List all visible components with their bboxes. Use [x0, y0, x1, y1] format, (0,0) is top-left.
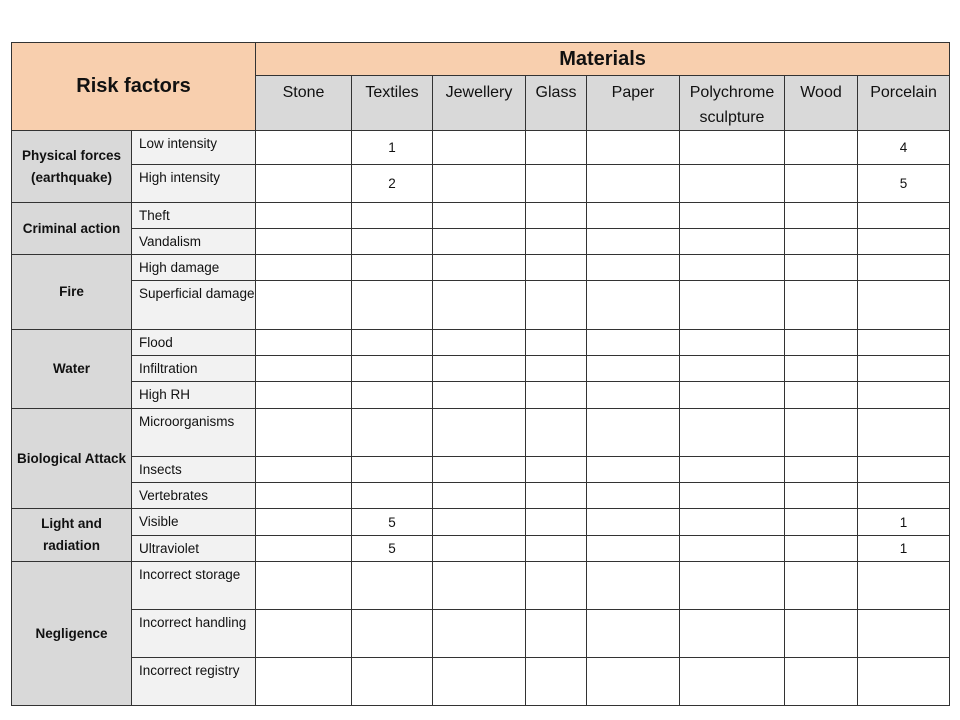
value-cell [680, 255, 785, 281]
value-cell [352, 330, 433, 356]
value-cell [785, 203, 858, 229]
value-cell [587, 409, 680, 457]
value-cell [587, 382, 680, 409]
value-cell [858, 483, 950, 509]
value-cell [433, 229, 526, 255]
value-cell [785, 131, 858, 165]
table-row [12, 382, 950, 409]
value-cell [858, 457, 950, 483]
value-cell [433, 203, 526, 229]
table-row [12, 409, 950, 457]
value-cell: 4 [858, 131, 950, 165]
risk-subfactor-label: Incorrect storage [132, 562, 256, 610]
value-cell [680, 483, 785, 509]
value-cell [526, 509, 587, 536]
risk-group-label: Water [12, 330, 132, 409]
value-cell [680, 658, 785, 706]
value-cell [526, 409, 587, 457]
value-cell [433, 131, 526, 165]
value-cell [587, 203, 680, 229]
value-cell [785, 255, 858, 281]
risk-subfactor-label: High RH [132, 382, 256, 409]
value-cell [858, 562, 950, 610]
risk-subfactor-label: Vertebrates [132, 483, 256, 509]
material-header-stone: Stone [256, 76, 352, 131]
value-cell [352, 562, 433, 610]
value-cell [858, 610, 950, 658]
table-row [12, 536, 950, 562]
value-cell [785, 330, 858, 356]
value-cell [256, 483, 352, 509]
value-cell [785, 536, 858, 562]
table-row [12, 483, 950, 509]
value-cell [256, 356, 352, 382]
value-cell [858, 203, 950, 229]
value-cell [433, 281, 526, 330]
materials-header: Materials [256, 43, 950, 76]
value-cell [526, 658, 587, 706]
value-cell [680, 382, 785, 409]
table-row [12, 281, 950, 330]
value-cell [352, 382, 433, 409]
value-cell [587, 255, 680, 281]
value-cell [587, 457, 680, 483]
value-cell [680, 562, 785, 610]
value-cell [858, 229, 950, 255]
risk-group-label: Physical forces (earthquake) [12, 131, 132, 203]
value-cell [785, 165, 858, 203]
value-cell [680, 409, 785, 457]
value-cell [680, 131, 785, 165]
value-cell [433, 610, 526, 658]
value-cell [256, 131, 352, 165]
value-cell [858, 382, 950, 409]
value-cell [433, 457, 526, 483]
value-cell [433, 255, 526, 281]
value-cell [858, 356, 950, 382]
value-cell [785, 562, 858, 610]
value-cell [352, 203, 433, 229]
value-cell [680, 165, 785, 203]
value-cell [433, 483, 526, 509]
risk-group-label: Negligence [12, 562, 132, 706]
value-cell [526, 165, 587, 203]
value-cell [352, 281, 433, 330]
value-cell [256, 165, 352, 203]
table-row [12, 457, 950, 483]
material-header-textiles: Textiles [352, 76, 433, 131]
value-cell [256, 562, 352, 610]
value-cell [858, 281, 950, 330]
value-cell [256, 536, 352, 562]
risk-matrix-table [11, 42, 950, 706]
material-header-wood: Wood [785, 76, 858, 131]
value-cell [526, 483, 587, 509]
value-cell [587, 165, 680, 203]
risk-subfactor-label: Ultraviolet [132, 536, 256, 562]
value-cell [433, 562, 526, 610]
value-cell [858, 409, 950, 457]
material-header-polychrome-sculpture: Polychrome sculpture [680, 76, 785, 131]
value-cell [680, 356, 785, 382]
value-cell [526, 562, 587, 610]
value-cell [433, 536, 526, 562]
table-row [12, 330, 950, 356]
value-cell [785, 483, 858, 509]
value-cell [256, 203, 352, 229]
risk-group-label: Biological Attack [12, 409, 132, 509]
risk-subfactor-label: Infiltration [132, 356, 256, 382]
value-cell [433, 658, 526, 706]
risk-group-label: Light and radiation [12, 509, 132, 562]
value-cell [587, 562, 680, 610]
value-cell: 1 [352, 131, 433, 165]
value-cell [433, 409, 526, 457]
risk-subfactor-label: Theft [132, 203, 256, 229]
value-cell [785, 409, 858, 457]
value-cell [256, 382, 352, 409]
table-row [12, 131, 950, 165]
value-cell [256, 409, 352, 457]
value-cell: 2 [352, 165, 433, 203]
risk-factors-header: Risk factors [12, 43, 256, 131]
table-row [12, 229, 950, 255]
risk-subfactor-label: Flood [132, 330, 256, 356]
value-cell [587, 330, 680, 356]
value-cell: 5 [352, 509, 433, 536]
risk-subfactor-label: Vandalism [132, 229, 256, 255]
value-cell [858, 255, 950, 281]
value-cell [352, 610, 433, 658]
value-cell [587, 658, 680, 706]
risk-subfactor-label: Low intensity [132, 131, 256, 165]
risk-subfactor-label: Incorrect handling [132, 610, 256, 658]
table-row [12, 610, 950, 658]
value-cell [680, 509, 785, 536]
value-cell [352, 658, 433, 706]
material-header-glass: Glass [526, 76, 587, 131]
value-cell [433, 165, 526, 203]
value-cell: 5 [352, 536, 433, 562]
material-header-porcelain: Porcelain [858, 76, 950, 131]
value-cell [433, 356, 526, 382]
value-cell [256, 281, 352, 330]
value-cell [785, 229, 858, 255]
value-cell [433, 509, 526, 536]
value-cell [680, 203, 785, 229]
value-cell [352, 409, 433, 457]
risk-group-label: Fire [12, 255, 132, 330]
risk-subfactor-label: High intensity [132, 165, 256, 203]
table-row [12, 509, 950, 536]
value-cell [256, 610, 352, 658]
value-cell [587, 131, 680, 165]
value-cell [526, 281, 587, 330]
value-cell [433, 382, 526, 409]
value-cell [352, 356, 433, 382]
value-cell [256, 255, 352, 281]
value-cell [680, 610, 785, 658]
value-cell [680, 281, 785, 330]
value-cell [587, 229, 680, 255]
value-cell [785, 281, 858, 330]
value-cell [587, 509, 680, 536]
value-cell: 5 [858, 165, 950, 203]
value-cell [785, 457, 858, 483]
value-cell [352, 483, 433, 509]
value-cell [680, 229, 785, 255]
value-cell [785, 509, 858, 536]
value-cell: 1 [858, 536, 950, 562]
value-cell [352, 457, 433, 483]
table-row [12, 658, 950, 706]
value-cell [526, 610, 587, 658]
table-row [12, 562, 950, 610]
risk-group-label: Criminal action [12, 203, 132, 255]
value-cell [526, 203, 587, 229]
value-cell [526, 229, 587, 255]
value-cell [256, 330, 352, 356]
value-cell [680, 457, 785, 483]
value-cell [433, 330, 526, 356]
value-cell [858, 658, 950, 706]
value-cell [526, 131, 587, 165]
value-cell [352, 255, 433, 281]
risk-subfactor-label: Visible [132, 509, 256, 536]
value-cell [587, 483, 680, 509]
value-cell [587, 610, 680, 658]
risk-subfactor-label: Incorrect registry [132, 658, 256, 706]
value-cell [858, 330, 950, 356]
value-cell [785, 658, 858, 706]
value-cell [256, 658, 352, 706]
value-cell [587, 281, 680, 330]
table-row [12, 165, 950, 203]
value-cell [785, 610, 858, 658]
material-header-jewellery: Jewellery [433, 76, 526, 131]
value-cell [587, 356, 680, 382]
material-header-paper: Paper [587, 76, 680, 131]
value-cell: 1 [858, 509, 950, 536]
risk-subfactor-label: High damage [132, 255, 256, 281]
value-cell [526, 330, 587, 356]
value-cell [256, 457, 352, 483]
value-cell [526, 255, 587, 281]
value-cell [526, 457, 587, 483]
value-cell [587, 536, 680, 562]
value-cell [256, 509, 352, 536]
value-cell [526, 382, 587, 409]
value-cell [680, 330, 785, 356]
value-cell [680, 536, 785, 562]
value-cell [352, 229, 433, 255]
risk-subfactor-label: Microorganisms [132, 409, 256, 457]
value-cell [526, 356, 587, 382]
value-cell [785, 382, 858, 409]
table-row [12, 203, 950, 229]
value-cell [256, 229, 352, 255]
value-cell [785, 356, 858, 382]
risk-subfactor-label: Insects [132, 457, 256, 483]
table-row [12, 255, 950, 281]
risk-subfactor-label: Superficial damage [132, 281, 256, 330]
value-cell [526, 536, 587, 562]
table-row [12, 356, 950, 382]
